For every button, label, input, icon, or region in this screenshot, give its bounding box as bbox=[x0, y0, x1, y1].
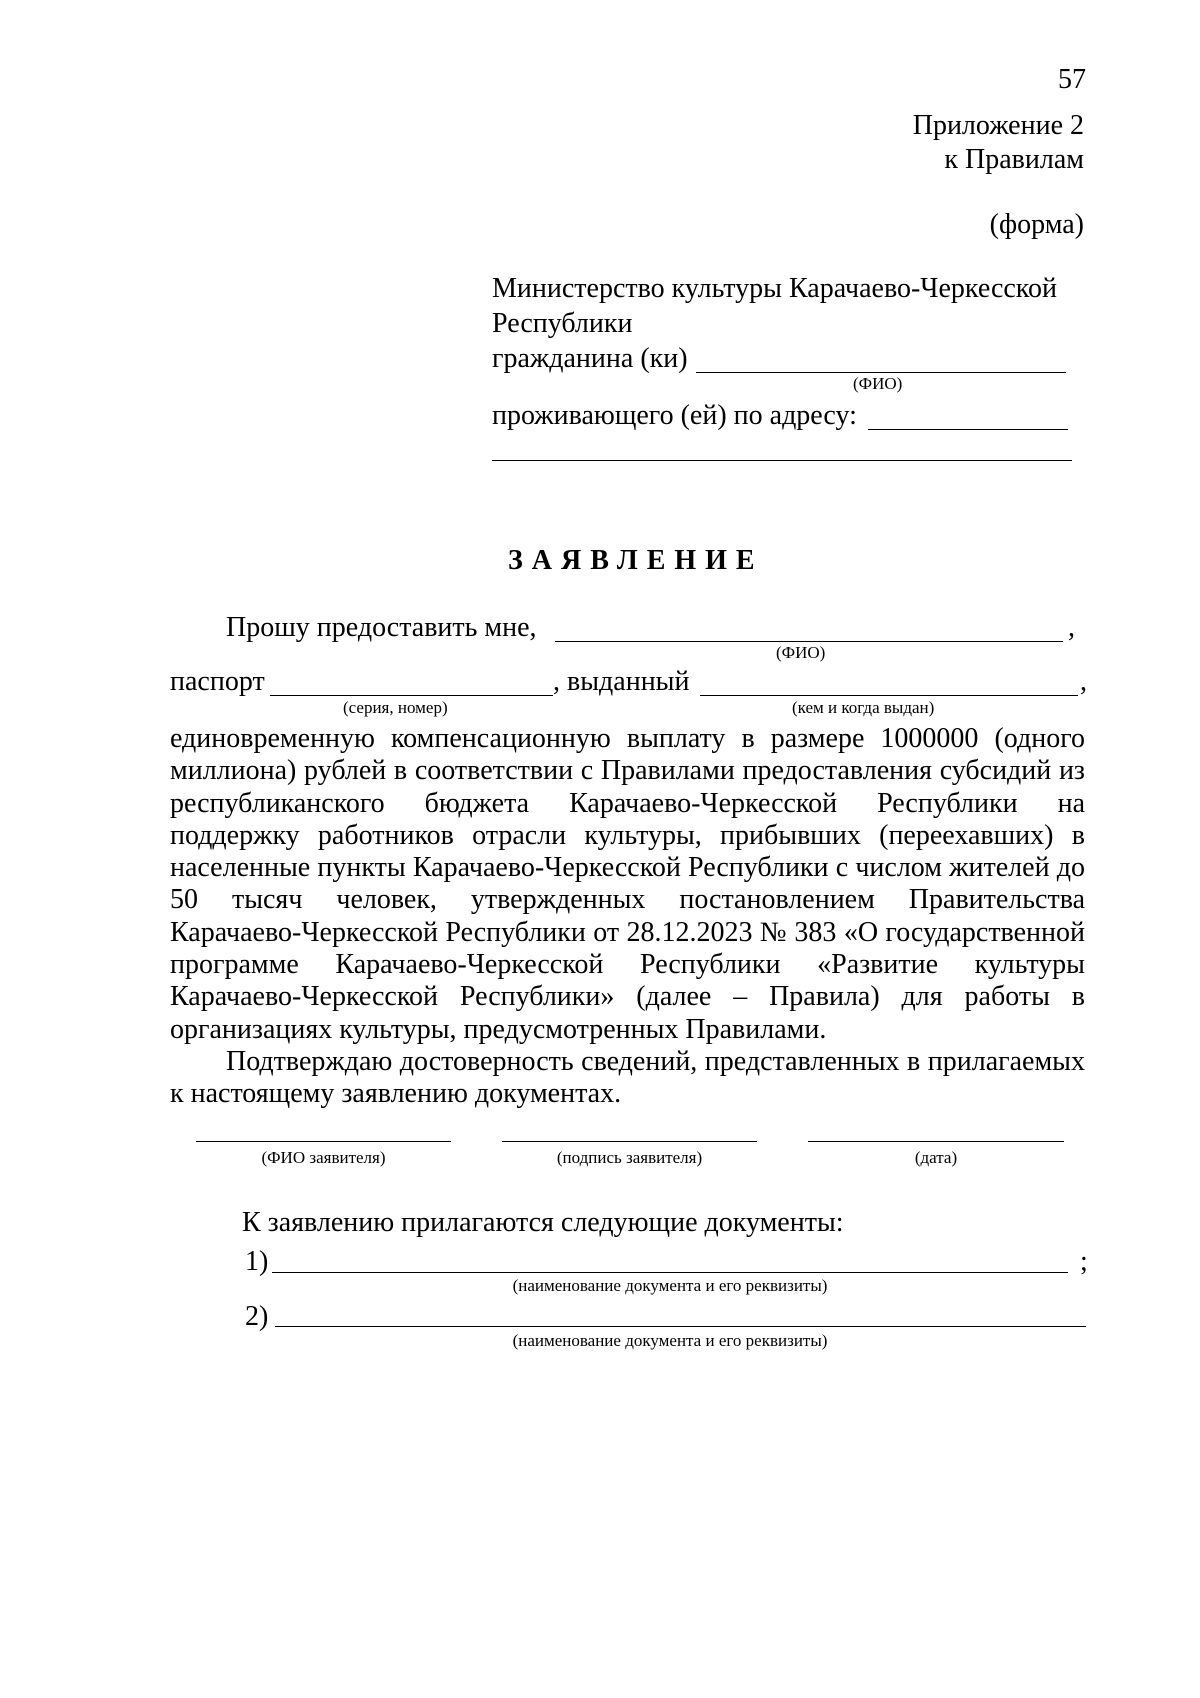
attachment-1-number: 1) bbox=[245, 1246, 269, 1277]
signature-hint: (подпись заявителя) bbox=[556, 1148, 703, 1167]
passport-number-field[interactable] bbox=[270, 695, 553, 696]
request-lead: Прошу предоставить мне, bbox=[226, 612, 537, 643]
date-hint: (дата) bbox=[914, 1148, 958, 1167]
confirmation-text: Подтверждаю достоверность сведений, представленных в прилагаемых к настоящему заявлению документах. bbox=[170, 1046, 1085, 1110]
issued-comma: , bbox=[1080, 666, 1087, 697]
citizen-label: гражданина (ки) bbox=[492, 343, 688, 374]
applicant-fio-signature-field[interactable] bbox=[196, 1141, 451, 1142]
addressee-line2: Республики bbox=[492, 308, 633, 339]
citizen-fio-hint: (ФИО) bbox=[853, 374, 903, 393]
passport-number-hint: (серия, номер) bbox=[343, 698, 448, 717]
attachment-2-hint: (наименование документа и его реквизиты) bbox=[512, 1331, 828, 1350]
request-body: единовременную компенсационную выплату в размере 1000000 (одного миллиона) рублей в соответствии с Правилами предоставления субсидий из республиканского бюджета Карачаево-Черкесской Республики на поддержку работников отрасли культуры, прибывших (переехавших) в населенные пункты Карачаево-Черкесской Республики с числом жителей до 50 тысяч человек, утвержденных постановлением Правительства Карачаево-Черкесской Республики от 28.12.2023 № 383 «О государственной программе Карачаево-Черкесской Республики «Развитие культуры Карачаево-Черкесской Республики» (далее – Правила) для работы в организациях культуры, предусмотренных Правилами. bbox=[170, 723, 1085, 1045]
page-number: 57 bbox=[1058, 64, 1086, 95]
attachment-1-field[interactable] bbox=[272, 1272, 1068, 1273]
attachment-1-hint: (наименование документа и его реквизиты) bbox=[512, 1276, 828, 1295]
applicant-fio-field[interactable] bbox=[555, 641, 1063, 642]
passport-issued-hint: (кем и когда выдан) bbox=[792, 698, 935, 717]
address-field-line1[interactable] bbox=[868, 429, 1068, 430]
address-label: проживающего (ей) по адресу: bbox=[492, 400, 857, 431]
date-field[interactable] bbox=[808, 1141, 1064, 1142]
issued-label: , выданный bbox=[553, 666, 690, 697]
attachments-heading: К заявлению прилагаются следующие документы: bbox=[242, 1207, 844, 1238]
form-label: (форма) bbox=[989, 209, 1084, 240]
applicant-fio-hint: (ФИО) bbox=[776, 643, 826, 662]
passport-issued-field[interactable] bbox=[700, 695, 1078, 696]
signature-fio-hint: (ФИО заявителя) bbox=[261, 1148, 386, 1167]
attachment-1-end: ; bbox=[1080, 1246, 1088, 1277]
addressee-line1: Министерство культуры Карачаево-Черкесской bbox=[492, 273, 1057, 304]
attachment-2-number: 2) bbox=[245, 1301, 269, 1332]
passport-label: паспорт bbox=[170, 666, 265, 697]
appendix-line1: Приложение 2 bbox=[912, 110, 1084, 141]
appendix-line2: к Правилам bbox=[944, 144, 1084, 175]
citizen-fio-field[interactable] bbox=[696, 372, 1066, 373]
request-comma: , bbox=[1068, 612, 1075, 643]
applicant-signature-field[interactable] bbox=[502, 1141, 757, 1142]
address-field-line2[interactable] bbox=[492, 460, 1072, 461]
attachment-2-field[interactable] bbox=[275, 1326, 1086, 1327]
document-title: ЗАЯВЛЕНИЕ bbox=[508, 545, 764, 576]
